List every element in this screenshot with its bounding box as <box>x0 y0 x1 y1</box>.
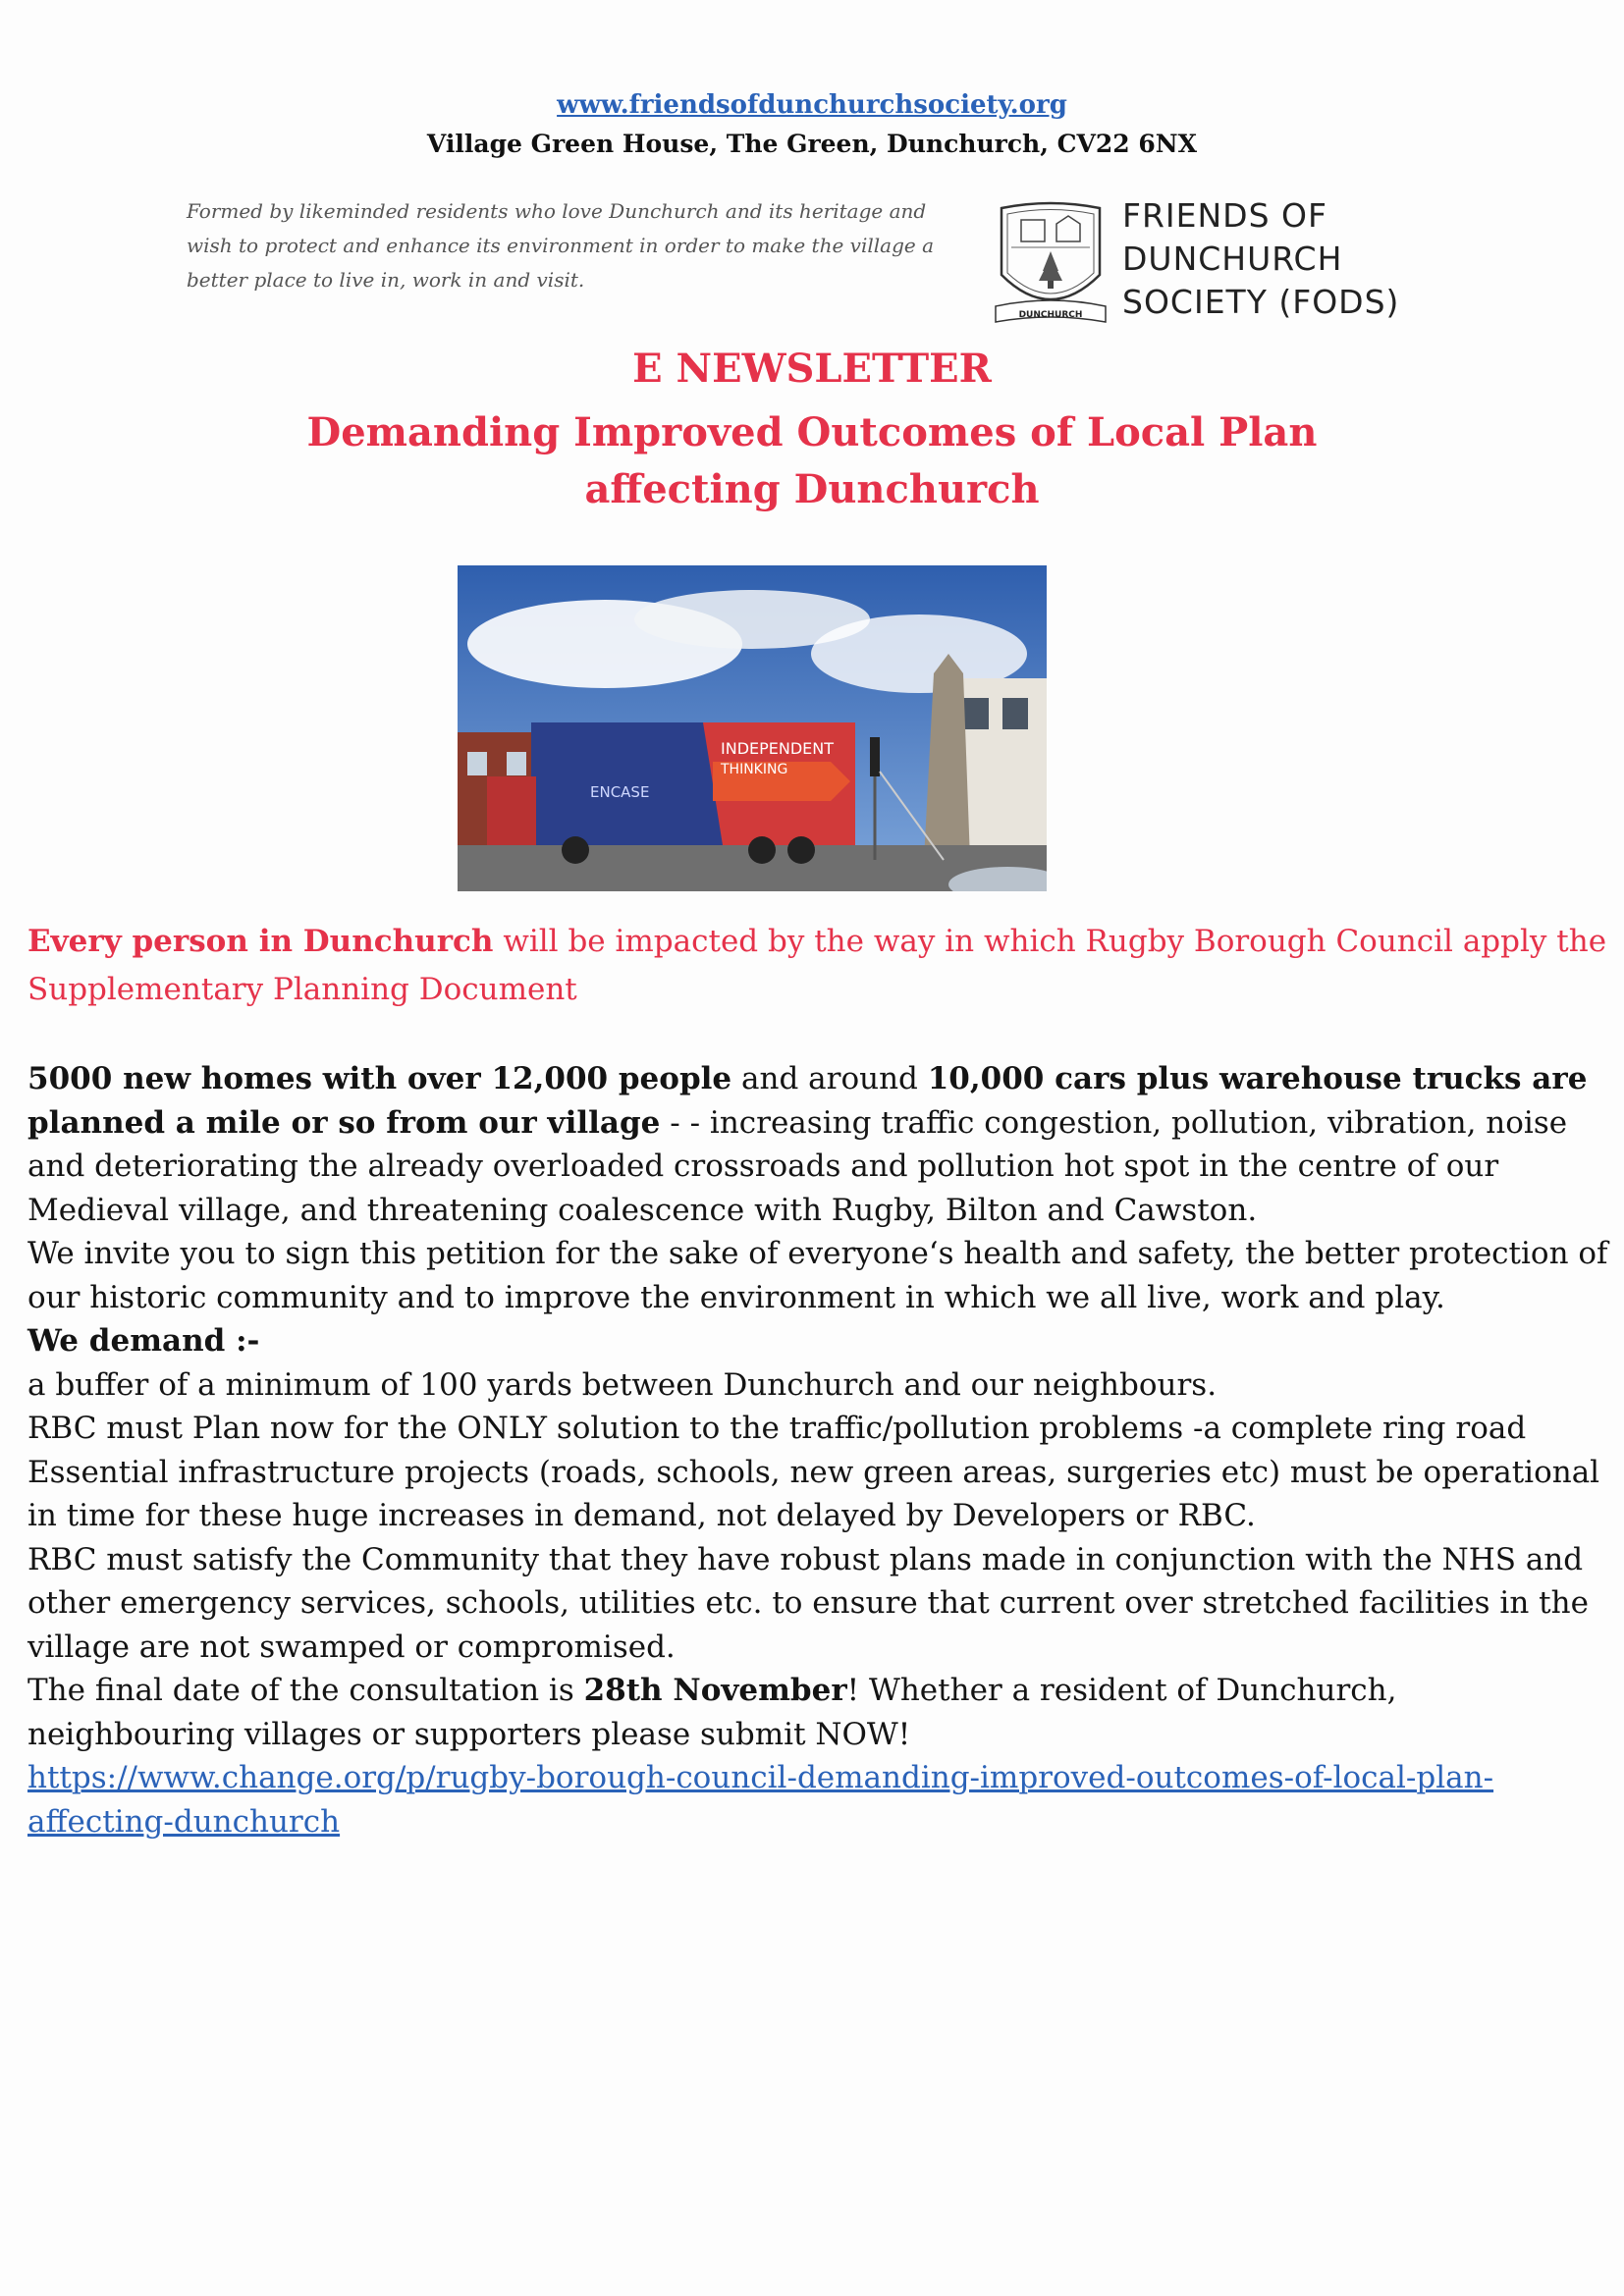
website-link-line <box>0 90 1624 120</box>
headline-line-2: affecting Dunchurch <box>584 466 1040 512</box>
truck-photo <box>458 565 1047 891</box>
demand-item: RBC must satisfy the Community that they have robust plans made in conjunction with the NHS and other emergency services, schools, utilities etc. to ensure that current over stretched facilities in the village are not swamped or compromised. <box>27 1541 1589 1665</box>
lead-text: will be impacted by the way in which Rugby Borough Council apply the Supplementary Planning Document <box>27 924 1607 1007</box>
demand-item: Essential infrastructure projects (roads, schools, new green areas, surgeries etc) must be operational in time for these huge increases in demand, not delayed by Developers or RBC. <box>27 1454 1600 1533</box>
website-link[interactable]: www.friendsofdunchurchsociety.org <box>557 90 1067 120</box>
society-name-line-2: DUNCHURCH <box>1122 240 1343 278</box>
demand-heading: We demand :- <box>27 1323 260 1359</box>
text-span: and around <box>731 1061 928 1096</box>
address: Village Green House, The Green, Dunchurch, CV22 6NX <box>426 130 1198 158</box>
paragraph-development <box>27 1057 1608 1232</box>
demand-item: a buffer of a minimum of 100 yards between Dunchurch and our neighbours. <box>27 1366 1218 1403</box>
society-name-line-1: FRIENDS OF <box>1122 196 1327 235</box>
demand-item: RBC must Plan now for the ONLY solution to the traffic/pollution problems -a complete ring road <box>27 1411 1527 1446</box>
svg-text:DUNCHURCH: DUNCHURCH <box>1018 310 1083 320</box>
text-span: The final date of the consultation is <box>27 1673 584 1708</box>
lead-bold: Every person in Dunchurch <box>27 924 494 959</box>
paragraph-petition-invite: We invite you to sign this petition for the sake of everyone‘s health and safety, the better protection of our historic community and to improve the environment in which we all live, work and play. <box>27 1236 1608 1315</box>
headline-line-1: Demanding Improved Outcomes of Local Plan <box>306 409 1318 455</box>
petition-link-line <box>27 1756 1608 1843</box>
homes-figure: 5000 new homes with over 12,000 people <box>27 1061 732 1096</box>
svg-text:INDEPENDENT: INDEPENDENT <box>721 739 835 758</box>
society-name-line-3: SOCIETY (FODS) <box>1122 283 1400 321</box>
cars-figure: 10,000 cars plus warehouse trucks are planned a mile or so from our village <box>27 1061 1588 1141</box>
society-tagline: Formed by likeminded residents who love Dunchurch and its heritage and wish to protect and enhance its environment in order to make the village a better place to live in, work in and visit. <box>187 199 934 292</box>
svg-text:ENCASE: ENCASE <box>590 783 650 801</box>
svg-text:THINKING: THINKING <box>721 762 788 777</box>
society-crest-logo <box>992 196 1110 329</box>
newsletter-headline <box>0 404 1624 518</box>
deadline-date: 28th November <box>583 1673 847 1708</box>
newsletter-body <box>27 1057 1608 1843</box>
petition-link[interactable]: https://www.change.org/p/rugby-borough-council-demanding-improved-outcomes-of-local-plan-affecting-dunchurch <box>27 1760 1494 1840</box>
text-span: ! Whether a resident of Dunchurch, neighbouring villages or supporters please submit NOW! <box>27 1673 1397 1752</box>
text-span: - - increasing traffic congestion, pollution, vibration, noise and deteriorating the already overloaded crossroads and pollution hot spot in the centre of our Medieval village, and threatening coalescence with Rugby, Bilton and Cawston. <box>27 1104 1568 1228</box>
society-name <box>1122 194 1399 324</box>
enewsletter-heading: E NEWSLETTER <box>632 346 992 392</box>
paragraph-deadline <box>27 1669 1608 1756</box>
lead-paragraph <box>27 918 1608 1014</box>
